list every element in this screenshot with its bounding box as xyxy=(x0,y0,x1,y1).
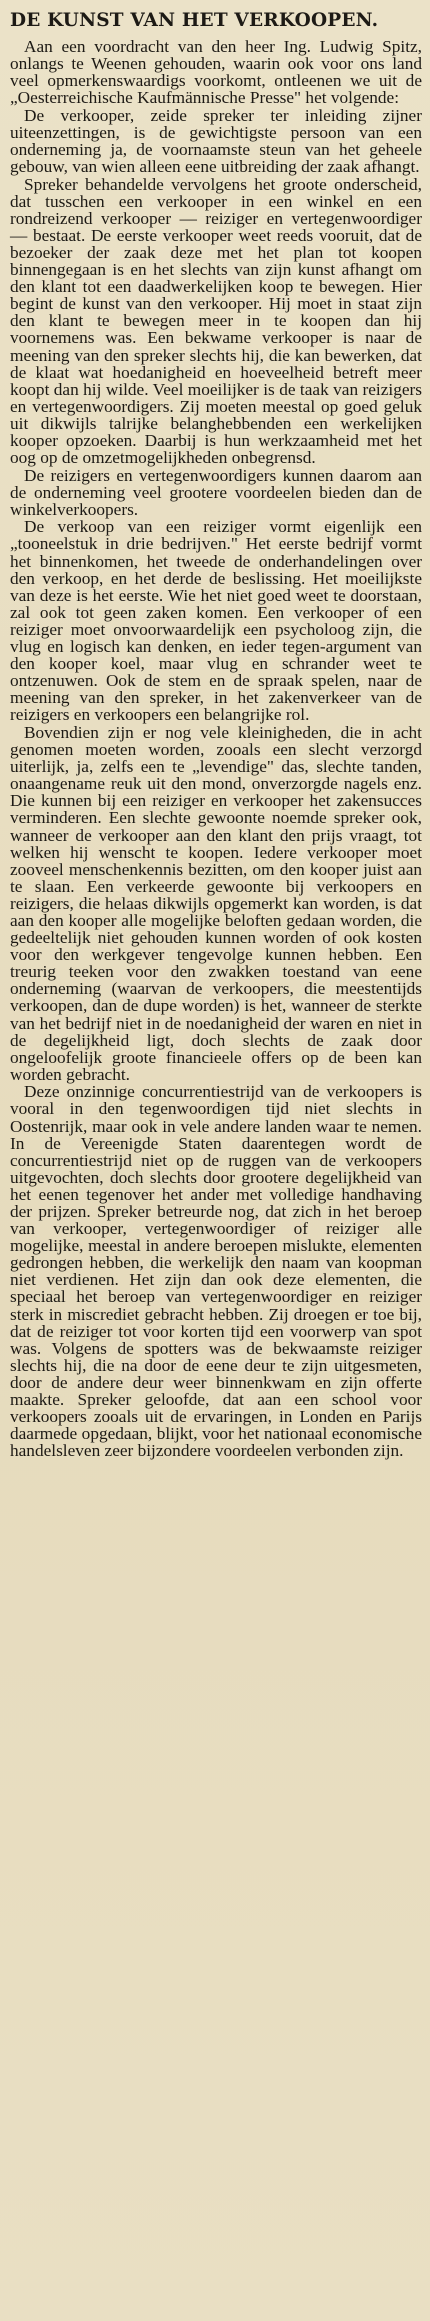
article-body xyxy=(10,38,422,1459)
article-headline: DE KUNST VAN HET VERKOOPEN. xyxy=(10,10,379,31)
article-paragraph: Aan een voordracht van den heer Ing. Ludwig Spitz, onlangs te Weenen gehouden, waarin ook voor ons land veel opmerkenswaardigs voorkomt, ontleenen we uit de „Oesterreichische Kaufmännische Presse" het volgende: xyxy=(10,37,422,108)
article-paragraph: De verkooper, zeide spreker ter inleiding zijner uiteenzettingen, is de gewichtigste persoon van een onderneming ja, de voornaamste steun van het geheele gebouw, van wien alleen eene uitbreiding der zaak afhangt. xyxy=(10,105,422,177)
article-paragraph: Spreker behandelde vervolgens het groote onderscheid, dat tusschen een verkooper in een winkel en een rondreizend verkooper — reiziger en vertegenwoordiger — bestaat. De eerste verkooper weet reeds vooruit, dat de bezoeker der zaak deze met het plan tot koopen binnengegaan is en het slechts van zijn kunst afhangt om den klant tot een daadwerkelijken koop te bewegen. Hier begint de kunst van den verkooper. Hij moet in staat zijn den klant te bewegen meer in te koopen dan hij voornemens was. Een bekwame verkooper is naar de meening van den spreker slechts hij, die kan bewerken, dat de klaat wat hoedanigheid en hoeveelheid betreft meer koopt dan hij wilde. Veel moeilijker is de taak van reizigers en vertegenwoordigers. Zij moeten meestal op goed geluk uit dikwijls talrijke belanghebbenden een werkelijken kooper opzoeken. Daarbij is hun werkzaamheid met het oog op de omzetmogelijkheden onbegrensd. xyxy=(10,174,422,468)
article-paragraph: De verkoop van een reiziger vormt eigenlijk een „tooneelstuk in drie bedrijven." Het eerste bedrijf vormt het binnenkomen, het tweede de onderhandelingen over den verkoop, en het derde de beslissing. Het moeilijkste van deze is het eerste. Wie het niet goed weet te doorstaan, zal ook tot geen zaken komen. Een verkooper of een reiziger moet onvoorwaardelijk een psycholoog zijn, die vlug en logisch kan denken, en ieder tegen-argument van den kooper koel, maar vlug en schrander weet te ontzenuwen. Ook de stem en de spraak spelen, naar de meening van den spreker, in het zakenverkeer van de reizigers en verkoopers een belangrijke rol. xyxy=(10,517,422,725)
article-paragraph: Bovendien zijn er nog vele kleinigheden, die in acht genomen moeten worden, zooals een slecht verzorgd uiterlijk, ja, zelfs een te „levendige" das, slechte tanden, onaangename reuk uit den mond, onverzorgde nagels enz. Die kunnen bij een reiziger en verkooper het zakensucces verminderen. Een slechte gewoonte noemde spreker ook, wanneer de verkooper aan den klant den prijs vraagt, tot welken hij wenscht te koopen. Iedere verkooper moet zooveel menschenkennis bezitten, om den kooper juist aan te slaan. Een verkeerde gewoonte bij verkoopers en reizigers, die helaas dikwijls opgemerkt kan worden, is dat aan den kooper alle mogelijke beloften gedaan worden, die gedeeltelijk niet gehouden kunnen worden of ook kosten voor den werkgever tengevolge kunnen hebben. Een treurig teeken voor den zwakken toestand van eene onderneming (waarvan de verkoopers, die meestentijds verkoopen, dan de dupe worden) is het, wanneer de sterkte van het bedrijf niet in de noedanigheid der waren en niet in de degelijkheid ligt, doch slechts de zaak door ongeloofelijk groote financieele offers op de been kan worden gebracht. xyxy=(10,722,422,1084)
article-paragraph: Deze onzinnige concurrentiestrijd van de verkoopers is vooral in den tegenwoordigen tijd niet slechts in Oostenrijk, maar ook in vele andere landen waar te nemen. In de Vereenigde Staten daarentegen wordt de concurrentiestrijd niet op de ruggen van de verkoopers uitgevochten, doch slechts door grootere degelijkheid van het eenen tegenover het ander met volledige handhaving der prijzen. Spreker betreurde nog, dat zich in het beroep van verkooper, vertegenwoordiger of reiziger alle mogelijke, meestal in andere beroepen mislukte, elementen gedrongen hebben, die werkelijk den naam van koopman niet verdienen. Het zijn dan ook deze elementen, die speciaal het beroep van vertegenwoordiger en reiziger sterk in miscrediet gebracht hebben. Zij droegen er toe bij, dat de reiziger tot voor korten tijd een voorwerp van spot was. Volgens de spotters was de bekwaamste reiziger slechts hij, die na door de eene deur te zijn uitgesmeten, door de andere deur weer binnenkwam en zijn offerte maakte. Spreker geloofde, dat aan een school voor verkoopers zooals uit de ervaringen, in Londen en Parijs daarmede opgedaan, blijkt, voor het nationaal economische handelsleven zeer bijzondere voordeelen verbonden zijn. xyxy=(10,1082,422,1461)
article-paragraph: De reizigers en vertegenwoordigers kunnen daarom aan de onderneming veel grootere voordeelen bieden dan de winkelverkoopers. xyxy=(10,465,422,519)
